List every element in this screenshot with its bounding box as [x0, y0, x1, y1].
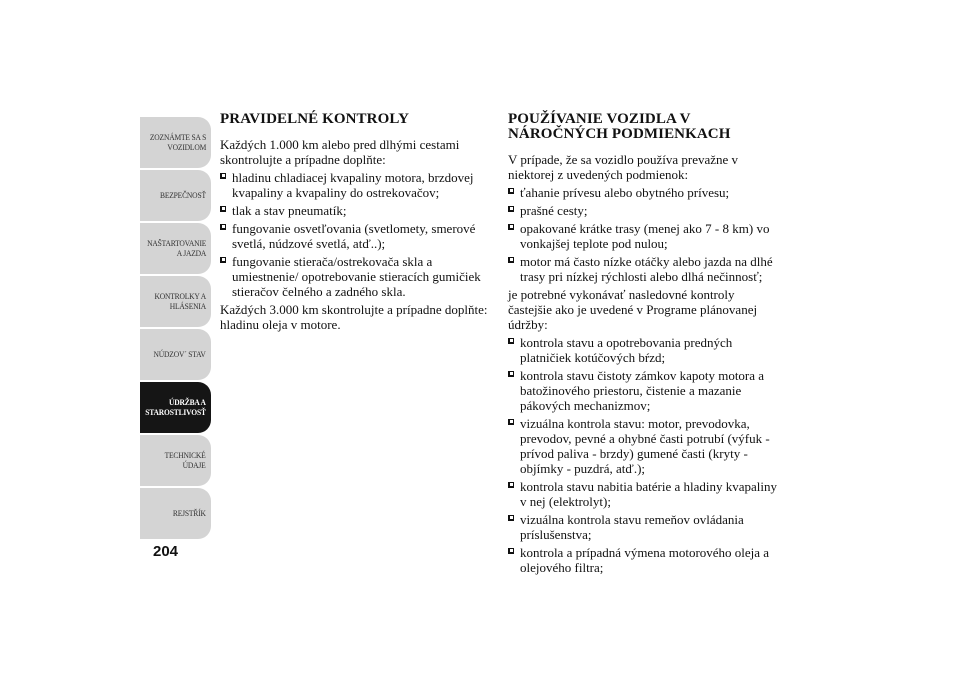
list-item: prašné cesty;	[508, 203, 778, 218]
middle-paragraph: je potrebné vykonávať nasledovné kontroly častejšie ako je uvedené v Programe plánovanej údržby:	[508, 287, 758, 332]
chapter-tab-label: BEZPEČNOSŤ	[160, 190, 206, 200]
heading-line: POUŽÍVANIE VOZIDLA V	[508, 111, 691, 127]
left-column	[220, 112, 492, 335]
checkbox-bullet-icon	[508, 419, 514, 425]
chapter-tab-maintenance[interactable]	[140, 382, 211, 433]
list-item: kontrola stavu nabitia batérie a hladiny kvapaliny v nej (elektrolyt);	[508, 479, 778, 509]
list-item: kontrola a prípadná výmena motorového oleja a olejového filtra;	[508, 545, 778, 575]
intro-paragraph: V prípade, že sa vozidlo používa prevažne v niektorej z uvedených podmienok:	[508, 152, 739, 182]
outro-paragraph: Každých 3.000 km skontrolujte a prípadne doplňte: hladinu oleja v motore.	[220, 302, 488, 332]
checkbox-bullet-icon	[220, 173, 226, 179]
section-heading-harsh-conditions	[508, 112, 778, 142]
checkbox-bullet-icon	[220, 257, 226, 263]
list-item: ťahanie prívesu alebo obytného prívesu;	[508, 185, 778, 200]
checkbox-bullet-icon	[508, 371, 514, 377]
chapter-tab-starting[interactable]	[140, 223, 211, 274]
checkbox-bullet-icon	[508, 257, 514, 263]
list-item: opakované krátke trasy (menej ako 7 - 8 km) vo vonkajšej teplote pod nulou;	[508, 221, 778, 251]
checkbox-bullet-icon	[508, 224, 514, 230]
chapter-tab-label: REJSTŘÍK	[173, 508, 206, 518]
checkbox-bullet-icon	[508, 188, 514, 194]
list-item: tlak a stav pneumatík;	[220, 203, 492, 218]
checkbox-bullet-icon	[508, 206, 514, 212]
list-item: motor má často nízke otáčky alebo jazda na dlhé trasy pri nízkej rýchlosti alebo dlhá nečinnosť;	[508, 254, 778, 284]
chapter-tab-label: ÚDRŽBA A STAROSTLIVOSŤ	[145, 397, 206, 417]
chapter-tab-technical[interactable]	[140, 435, 211, 486]
chapter-tab-label: NÚDZOV´ STAV	[153, 349, 206, 359]
list-item: vizuálna kontrola stavu remeňov ovládania príslušenstva;	[508, 512, 778, 542]
chapter-tab-warnings[interactable]	[140, 276, 211, 327]
checkbox-bullet-icon	[508, 548, 514, 554]
checkbox-bullet-icon	[508, 338, 514, 344]
chapter-tab-label: TECHNICKÉ ÚDAJE	[164, 450, 206, 470]
heading-line: NÁROČNÝCH PODMIENKACH	[508, 126, 731, 142]
chapter-sidebar	[140, 117, 211, 541]
list-item: kontrola stavu čistoty zámkov kapoty motora a batožinového priestoru, čistenie a mazanie pákových mechanizmov;	[508, 368, 778, 413]
page-number: 204	[153, 543, 179, 560]
chapter-tab-label: NAŠTARTOVANIE A JAZDA	[146, 238, 206, 258]
checkbox-bullet-icon	[508, 515, 514, 521]
checkbox-bullet-icon	[508, 482, 514, 488]
list-item: fungovanie stierača/ostrekovača skla a umiestnenie/ opotrebovanie stieracích gumičiek stieračov čelného a zadného skla.	[220, 254, 492, 299]
chapter-tab-emergency[interactable]	[140, 329, 211, 380]
list-item: hladinu chladiacej kvapaliny motora, brzdovej kvapaliny a kvapaliny do ostrekovačov;	[220, 170, 492, 200]
checkbox-bullet-icon	[220, 206, 226, 212]
chapter-tab-intro[interactable]	[140, 117, 211, 168]
checkbox-bullet-icon	[220, 224, 226, 230]
list-item: fungovanie osvetľovania (svetlomety, smerové svetlá, núdzové svetlá, atď..);	[220, 221, 492, 251]
chapter-tab-label: KONTROLKY A HLÁSENIA	[154, 291, 206, 311]
section-heading-regular-checks: PRAVIDELNÉ KONTROLY	[220, 111, 410, 127]
chapter-tab-label: ZOZNÁMTE SA S VOZIDLOM	[149, 132, 206, 152]
intro-paragraph: Každých 1.000 km alebo pred dlhými cestami skontrolujte a prípadne doplňte:	[220, 137, 460, 167]
right-column	[508, 112, 778, 578]
chapter-tab-index[interactable]	[140, 488, 211, 539]
list-item: vizuálna kontrola stavu: motor, prevodovka, prevodov, pevné a ohybné časti potrubí (výfuk - prívod paliva - brzdy) gumené časti (kryty - objímky - puzdrá, atď.);	[508, 416, 778, 476]
list-item: kontrola stavu a opotrebovania predných platničiek kotúčových bŕzd;	[508, 335, 778, 365]
chapter-tab-safety[interactable]	[140, 170, 211, 221]
